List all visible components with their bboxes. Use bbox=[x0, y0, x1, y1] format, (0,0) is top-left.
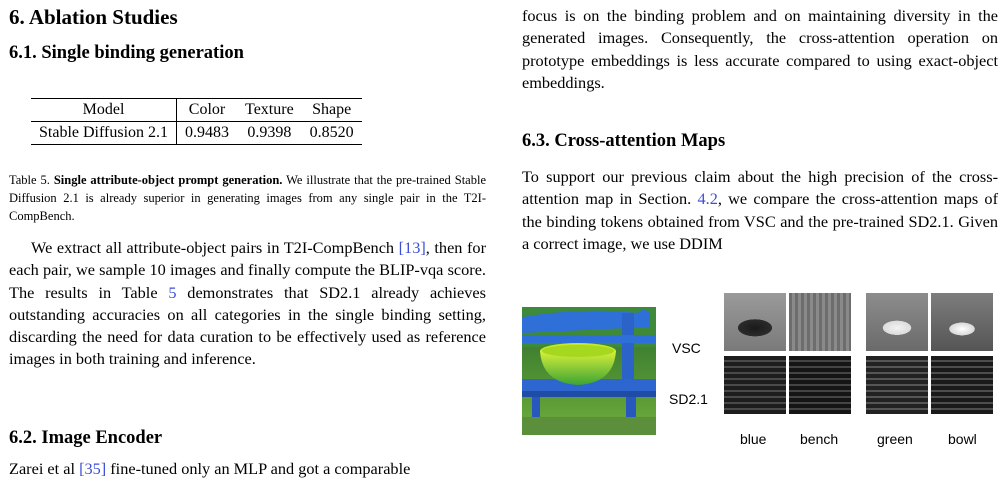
paragraph-cross-attention bbox=[522, 166, 998, 255]
row-label-vsc: VSC bbox=[672, 340, 701, 356]
para1-text-c: demonstrates that SD2.1 already achieves outstanding accuracies on all categories in the single binding setting, discarding the need for data curation to be effectively used as reference images in both training and inference. bbox=[9, 282, 486, 369]
attention-map-sd21-bowl bbox=[931, 356, 993, 414]
table-cell-color: 0.9483 bbox=[177, 122, 238, 145]
subsection-title-single-binding: 6.1. Single binding generation bbox=[9, 43, 244, 63]
attention-map-vsc-bench bbox=[789, 293, 851, 351]
citation-link[interactable]: [35] bbox=[79, 459, 107, 478]
caption-rest: We illustrate that the pre-trained Stable Diffusion 2.1 is already superior in generating images from any single pair in the T2I-CompBench. bbox=[9, 173, 486, 223]
col-label-blue: blue bbox=[740, 431, 767, 447]
table-header-color: Color bbox=[177, 99, 238, 122]
subsection-title-image-encoder: 6.2. Image Encoder bbox=[9, 428, 163, 448]
caption-prefix: Table 5. bbox=[9, 173, 54, 187]
bench-bowl-image bbox=[522, 307, 656, 435]
table-caption bbox=[9, 171, 486, 225]
table-cell-shape: 0.8520 bbox=[302, 122, 362, 145]
paragraph-single-binding bbox=[9, 237, 486, 371]
attention-map-sd21-green bbox=[866, 356, 928, 414]
attention-map-vsc-blue bbox=[724, 293, 786, 351]
table-5 bbox=[31, 98, 362, 145]
para3-text-b: , we compare the cross-attention maps of the binding tokens obtained from VSC and the pre-trained SD2.1. Given a correct image, we use DDIM bbox=[522, 189, 998, 253]
table-cell-model: Stable Diffusion 2.1 bbox=[31, 122, 177, 145]
para1-text-b: , then for each pair, we sample 10 images and finally compute the BLIP-vqa score. The results in Table bbox=[9, 238, 486, 302]
para2-text-b: fine-tuned only an MLP and got a comparable bbox=[106, 459, 411, 478]
col-label-green: green bbox=[877, 431, 913, 447]
attention-map-sd21-blue bbox=[724, 356, 786, 414]
col-label-bench: bench bbox=[800, 431, 839, 447]
para3-text-a: To support our previous claim about the high precision of the cross-attention map in Section. bbox=[522, 167, 998, 209]
attention-map-vsc-green bbox=[866, 293, 928, 351]
table-ref-link[interactable]: 5 bbox=[168, 282, 177, 302]
para1-text-a: We extract all attribute-object pairs in T2I-CompBench bbox=[31, 238, 399, 257]
table-header-model: Model bbox=[31, 99, 177, 122]
citation-link[interactable]: [13] bbox=[398, 238, 426, 257]
attention-map-sd21-bench bbox=[789, 356, 851, 414]
table-cell-texture: 0.9398 bbox=[237, 122, 302, 145]
caption-bold: Single attribute-object prompt generation. bbox=[53, 173, 283, 187]
table-header-shape: Shape bbox=[302, 99, 362, 122]
row-label-sd21: SD2.1 bbox=[669, 391, 708, 407]
paragraph-continuation: focus is on the binding problem and on maintaining diversity in the generated images. Consequently, the cross-attention operation on prototype embeddings is less accurate compared to using exact-object embeddings. bbox=[522, 6, 998, 92]
subsection-title-cross-attention: 6.3. Cross-attention Maps bbox=[522, 131, 726, 151]
table-header-texture: Texture bbox=[237, 99, 302, 122]
paragraph-image-encoder bbox=[9, 458, 486, 480]
section-title: 6. Ablation Studies bbox=[9, 5, 178, 29]
section-ref-link[interactable]: 4.2 bbox=[697, 189, 718, 209]
attention-map-vsc-bowl bbox=[931, 293, 993, 351]
col-label-bowl: bowl bbox=[948, 431, 977, 447]
para2-text-a: Zarei et al bbox=[9, 459, 80, 478]
cross-attention-figure bbox=[522, 293, 998, 453]
